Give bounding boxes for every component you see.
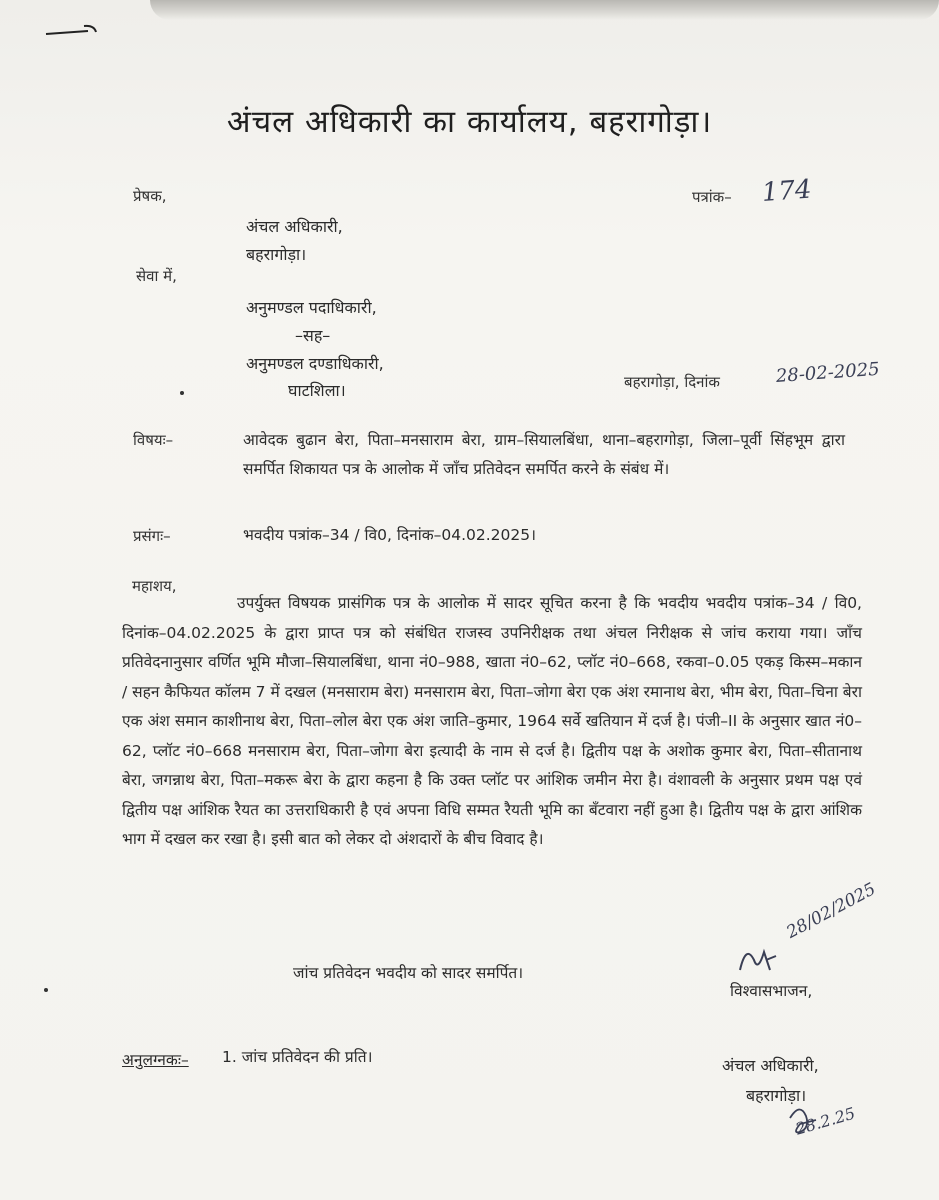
paper-fold-shadow bbox=[150, 0, 939, 20]
date-value: 28-02-2025 bbox=[775, 358, 881, 387]
enclosure-text: 1. जांच प्रतिवेदन की प्रति। bbox=[222, 1048, 373, 1066]
body-text: उपर्युक्त विषयक प्रासंगिक पत्र के आलोक में सादर सूचित करना है कि भवदीय भवदीय पत्रांक–34 / वि0, दिनांक–04.02.2025 के द्वारा प्राप्त पत्र को संबंधित राजस्व उपनिरीक्षक तथा अंचल निरीक्षक से जांच कराया गया। जाँच प्रतिवेदनानुसार वर्णित भूमि मौजा–सियालबिंधा, थाना नं0–988, खाता नं0–62, प्लॉट नं0–668, रकवा–0.05 एकड़ किस्म–मकान / सहन कैफियत कॉलम 7 में दखल (मनसाराम बेरा) मनसाराम बेरा, पिता–जोगा बेरा एक अंश रमानाथ बेरा, भीम बेरा, पिता–चिना बेरा एक अंश समान काशीनाथ बेरा, पिता–लोल बेरा एक अंश जाति–कुमार, 1964 सर्वे खतियान में दर्ज है। पंजी–II के अनुसार खात नं0–62, प्लॉट नं0–668 मनसाराम बेरा, पिता–जोगा बेरा इत्यादी के नाम से दर्ज है। द्वितीय पक्ष के अशोक कुमार बेरा, पिता–सीतानाथ बेरा, जगन्नाथ बेरा, पिता–मकरू बेरा के द्वारा कहना है कि उक्त प्लॉट पर आंशिक जमीन मेरा है। वंशावली के अनुसार प्रथम पक्ष एवं द्वितीय पक्ष आंशिक रैयत का उत्तराधिकारी है एवं अपना विधि सम्मत रैयती भूमि का बँटवारा नहीं हुआ है। द्वितीय पक्ष के द्वारा आंशिक भाग में दखल कर रखा है। इसी बात को लेकर दो अंशदारों के बीच विवाद है। bbox=[122, 594, 862, 848]
recipient-line4: घाटशिला। bbox=[288, 381, 346, 400]
body-paragraph bbox=[122, 589, 862, 855]
sender-line1: अंचल अधिकारी, bbox=[246, 217, 343, 236]
signatory-line2: बहरागोड़ा। bbox=[746, 1086, 807, 1105]
signatory-line1: अंचल अधिकारी, bbox=[722, 1056, 819, 1075]
salutation: महाशय, bbox=[132, 577, 177, 595]
subject-text: आवेदक बुढान बेरा, पिता–मनसाराम बेरा, ग्राम–सियालबिंधा, थाना–बहरागोड़ा, जिला–पूर्वी सिंहभूम द्वारा समर्पित शिकायत पत्र के आलोक में जाँच प्रतिवेदन समर्पित करने के संबंध में। bbox=[243, 431, 845, 478]
date-label: बहरागोड़ा, दिनांक bbox=[624, 373, 720, 391]
recipient-line1: अनुमण्डल पदाधिकारी, bbox=[246, 298, 377, 317]
closing: विश्वासभाजन, bbox=[730, 982, 813, 1000]
recipient-label: सेवा में, bbox=[136, 267, 177, 285]
recipient-line3: अनुमण्डल दण्डाधिकारी, bbox=[246, 354, 384, 373]
initial-date: 28.2.25 bbox=[793, 1103, 858, 1139]
enclosure-label: अनुलग्नकः– bbox=[122, 1051, 189, 1069]
sender-line2: बहरागोड़ा। bbox=[246, 245, 307, 264]
recipient-line2: –सह– bbox=[295, 326, 331, 345]
letter-no-value: 174 bbox=[760, 174, 813, 208]
sender-label: प्रेषक, bbox=[133, 187, 167, 205]
subject-label: विषयः– bbox=[133, 431, 174, 449]
signature-date: 28/02/2025 bbox=[783, 879, 880, 943]
ink-dot bbox=[180, 391, 184, 395]
reference-text: भवदीय पत्रांक–34 / वि0, दिनांक–04.02.2025। bbox=[243, 526, 536, 544]
submission-line: जांच प्रतिवेदन भवदीय को सादर समर्पित। bbox=[293, 964, 524, 982]
signature-scribble bbox=[736, 930, 876, 980]
reference-label: प्रसंगः– bbox=[133, 527, 171, 545]
pen-mark bbox=[44, 22, 100, 38]
ink-dot bbox=[44, 988, 48, 992]
letter-no-label: पत्रांक– bbox=[692, 188, 732, 206]
office-title: अंचल अधिकारी का कार्यालय, बहरागोड़ा। bbox=[226, 104, 713, 140]
